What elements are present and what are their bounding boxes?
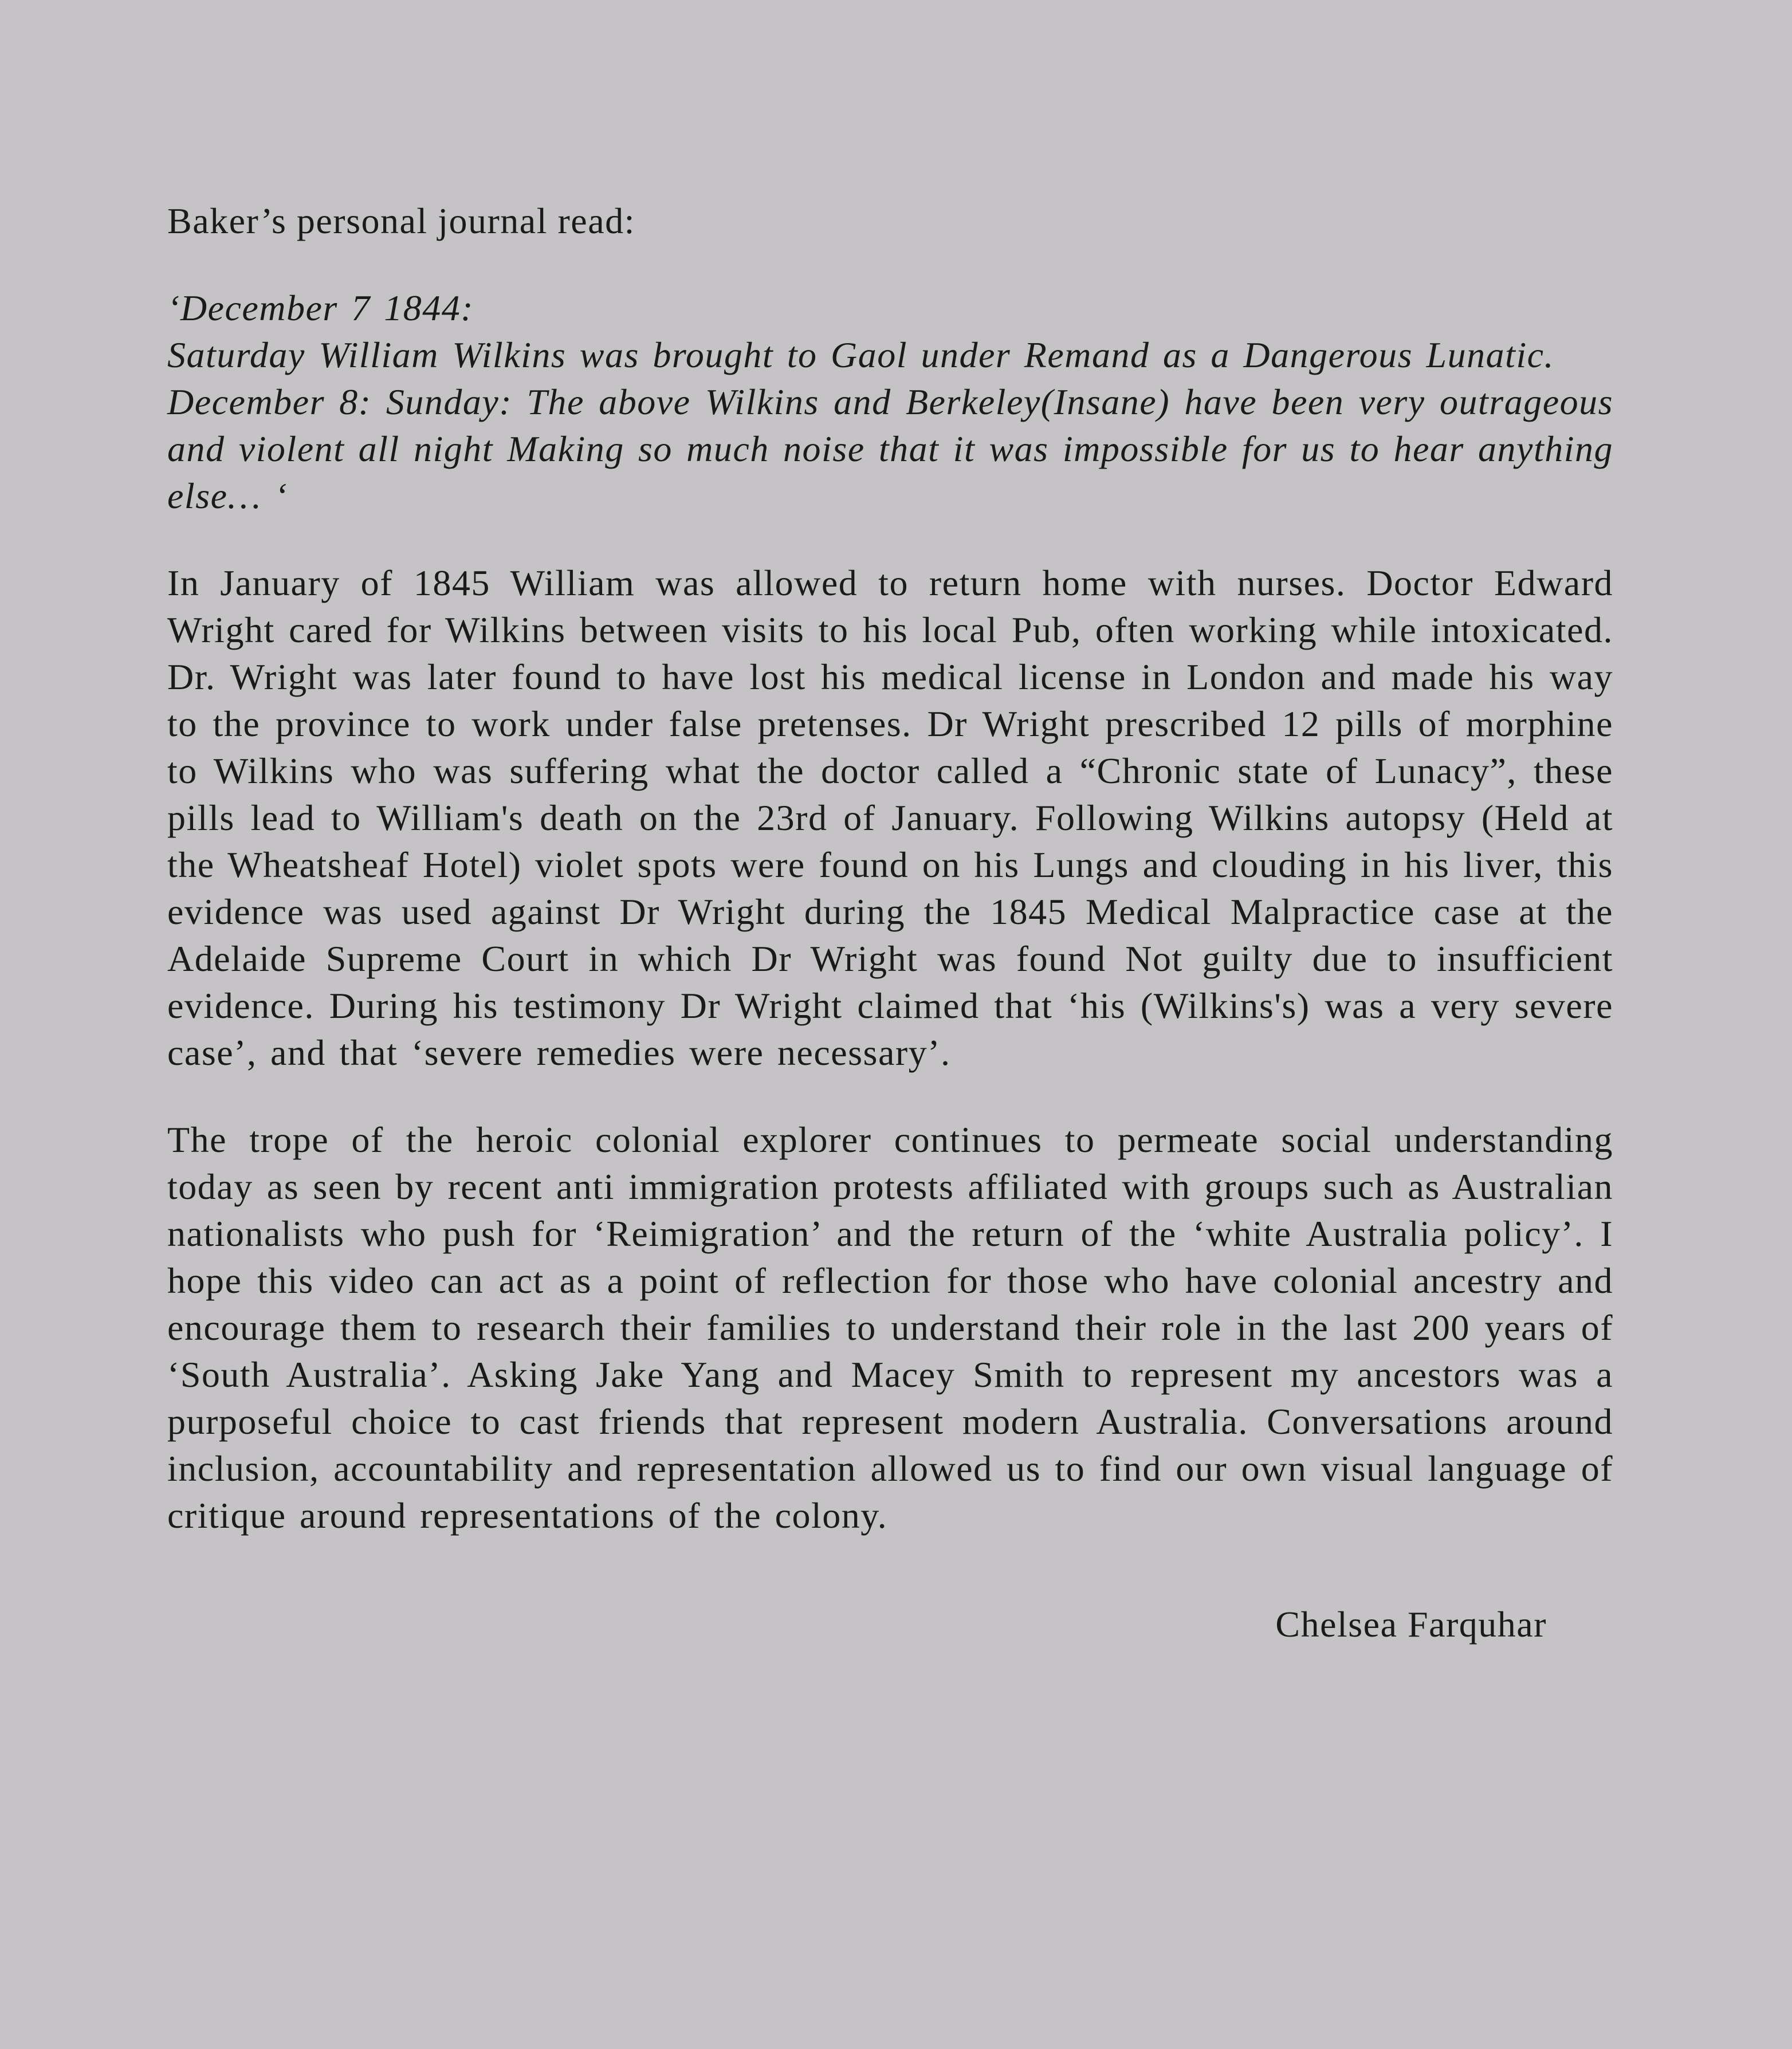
text-column <box>167 198 1613 1648</box>
journal-excerpt <box>167 285 1613 520</box>
journal-excerpt-entry-2: December 8: Sunday: The above Wilkins and Berkeley(Insane) have been very outrageous and violent all night Making so much noise that it was impossible for us to hear anything else… ‘ <box>167 382 1613 516</box>
body-paragraph-wilkins-history: In January of 1845 William was allowed to return home with nurses. Doctor Edward Wright cared for Wilkins between visits to his local Pub, often working while intoxicated. Dr. Wright was later found to have lost his medical license in London and made his way to the province to work under false pretenses. Dr Wright prescribed 12 pills of morphine to Wilkins who was suffering what the doctor called a “Chronic state of Lunacy”, these pills lead to William's death on the 23rd of January. Following Wilkins autopsy (Held at the Wheatsheaf Hotel) violet spots were found on his Lungs and clouding in his liver, this evidence was used against Dr Wright during the 1845 Medical Malpractice case at the Adelaide Supreme Court in which Dr Wright was found Not guilty due to insufficient evidence. During his testimony Dr Wright claimed that ‘his (Wilkins's) was a very severe case’, and that ‘severe remedies were necessary’. <box>167 563 1613 1073</box>
author-signature: Chelsea Farquhar <box>1275 1604 1547 1645</box>
intro-line: Baker’s personal journal read: <box>167 200 635 241</box>
journal-excerpt-entry-1: Saturday William Wilkins was brought to Gaol under Remand as a Dangerous Lunatic. <box>167 335 1555 375</box>
journal-excerpt-date-line: ‘December 7 1844: <box>167 288 474 328</box>
body-paragraph-artist-statement: The trope of the heroic colonial explorer continues to permeate social understanding today as seen by recent anti immigration protests affiliated with groups such as Australian nationalists who push for ‘Reimigration’ and the return of the ‘white Australia policy’. I hope this video can act as a point of reflection for those who have colonial ancestry and encourage them to research their families to understand their role in the last 200 years of ‘South Australia’. Asking Jake Yang and Macey Smith to represent my ancestors was a purposeful choice to cast friends that represent modern Australia. Conversations around inclusion, accountability and representation allowed us to find our own visual language of critique around representations of the colony. <box>167 1119 1613 1536</box>
